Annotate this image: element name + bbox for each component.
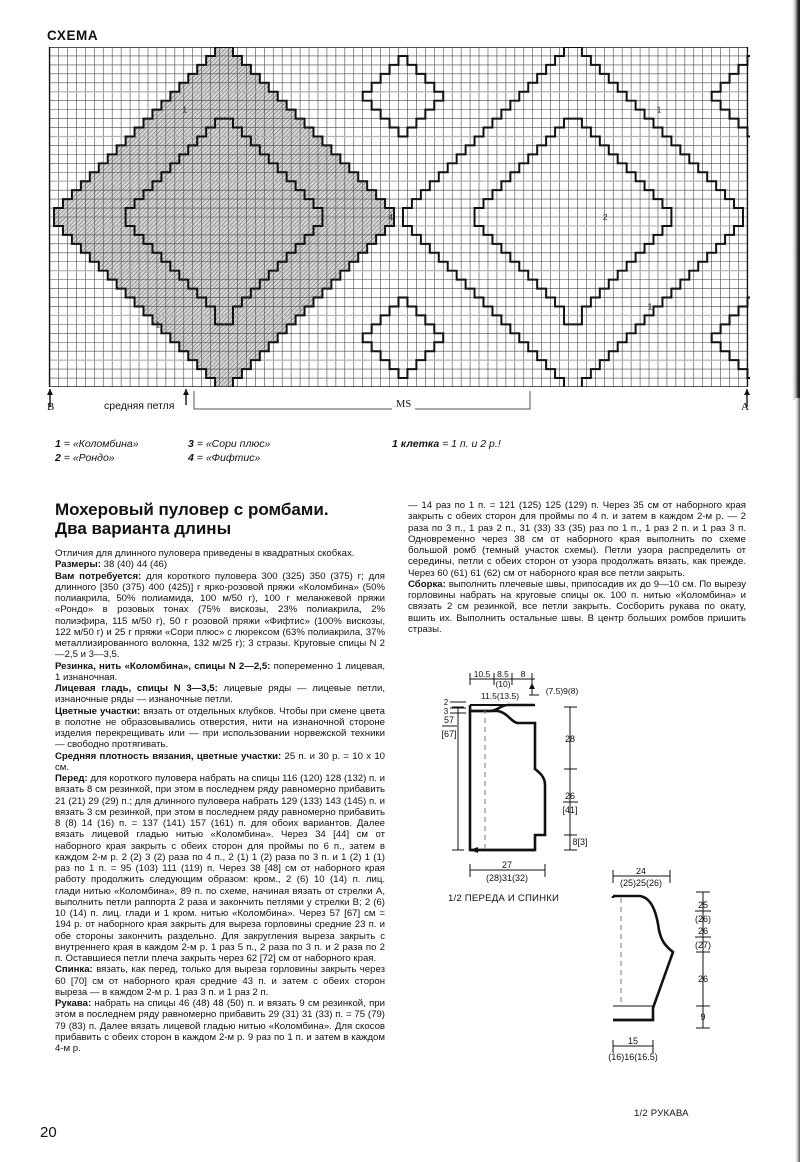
legend-item (188, 437, 270, 451)
dimension-label: (7.5)9(8) (545, 686, 579, 696)
dimension-label: 9 (700, 1012, 706, 1022)
legend-name: = «Фифтис» (196, 452, 261, 464)
knitting-chart (47, 47, 750, 387)
dimension-label: 11.5(13.5) (480, 691, 520, 701)
article-paragraph (55, 751, 385, 774)
paragraph-text: для короткого пуловера набрать на спицы 116 (120) 128 (132) п. и вязать 8 см резинкой, при этом в последнем ряду равномерно прибавить 21 (21) 29 (29) п.; для длинного пуловера набрать 129 (133) 143 (145) п. и вязать 3 см резинкой, при этом в последнем ряду равномерно прибавить 8 (8) 14 (16) п. = 137 (141) 157 (161) п. для обоих вариантов. Далее вязать лицевой гладью нитью «Коломбина». Через 34 [44] см от наборного края закрыть с обеих сторон для проймы по 6 п., затем в каждом 2-м р. 2 (2) 3 (2) раза по 4 п., 2 (1) 1 (2) раза по 3 п. и 1 (2) 1 (1) раз по 1 п. = 95 (103) 111 (119) п. Через 38 [48] см от наборного края работу продолжить следующим образом: кром., 2 (6) 10 (14) п. лиц. глади нитью «Коломбина», 89 п. по схеме, начиная вязать от стрелки А, выполнить петли раппорта 2 раза и закончить петлями у стрелки В; 2 (6) 10 (14) п. лиц. глади и 1 кром. нитью «Коломбина». Через 57 [67] см = 194 р. от наборного края закрыть для выреза горловины средние 23 п. и обе стороны закончить раздельно. Для закругления выреза закрыть с внутреннего края в каждом 2-м р. 1 раз 5 п., 2 раза по 3 п. и 2 раза по 2 п. Оставшиеся петли плеча закрыть через 62 [72] см от наборного края. (55, 773, 385, 964)
legend-name: = «Коломбина» (63, 438, 139, 450)
legend-cell-note-bold: 1 клетка (392, 438, 440, 450)
chart-cell-label: 1 (182, 104, 188, 115)
article-paragraph (55, 998, 385, 1054)
axis-center-stitch-label: средняя петля (104, 400, 175, 412)
article-title (55, 500, 385, 538)
legend-num: 4 (188, 452, 194, 464)
chart-cell-label: 1 (155, 319, 161, 330)
paragraph-lead: Размеры: (55, 559, 101, 571)
dimension-label: 26 (564, 791, 576, 801)
dimension-label: [41] (562, 805, 578, 815)
dimension-label: 57 (443, 715, 455, 725)
schematic-sleeve-svg (595, 868, 785, 1118)
paragraph-lead: Лицевая гладь, спицы N 3—3,5: (55, 683, 218, 694)
chart-cell-label: 2 (602, 211, 608, 222)
chart-cell-label: 4 (388, 211, 393, 222)
dimension-label: (28)31(32) (485, 873, 529, 883)
legend-item (55, 437, 139, 451)
legend-num: 1 (55, 438, 61, 450)
article-paragraph (55, 683, 385, 706)
axis-marker-a: A (741, 401, 749, 413)
paragraph-lead: Резинка, нить «Коломбина», спицы N 2—2,5: (55, 660, 271, 672)
legend-name: = «Сори плюс» (196, 438, 271, 450)
dimension-label: (16)16(16.5) (608, 1052, 658, 1062)
axis-marker-b: B (47, 401, 55, 413)
legend-column-3 (392, 437, 501, 451)
dimension-label: 28 (564, 734, 576, 744)
article-paragraph (55, 661, 385, 684)
dimension-label: 27 (501, 860, 513, 870)
schematic-front-caption: 1/2 ПЕРЕДА И СПИНКИ (448, 893, 560, 904)
paragraph-text: вязать от отдельных клубков. Чтобы при смене цвета в полотне не образовывались отверстия, нити на изнаночной стороне изделия перекрещивать или — при использовании норвежской техники — свободно протягивать. (55, 705, 385, 751)
dimension-label: (10) (495, 679, 511, 689)
dimension-label: 8[3] (572, 837, 588, 847)
paragraph-lead: Рукава: (55, 998, 92, 1009)
paragraph-lead: Вам потребуется: (55, 570, 142, 582)
paragraph-lead: Цветные участки: (55, 705, 141, 717)
paragraph-text: лицевые ряды — лицевые петли, изнаночные ряды — изнаночные петли. (55, 683, 386, 706)
paragraph-text: набрать на спицы 46 (48) 48 (50) п. и вязать 9 см резинкой, при этом в последнем ряду равномерно прибавить 29 (31) 31 (33) п. = 75 (79) 79 (83) п. Далее вязать лицевой гладью нитью «Коломбина». Для скосов прибавить с обеих сторон в каждом 2-м р. 9 раз по 1 п. и затем в каждом 4-м р. (55, 998, 385, 1054)
paragraph-text: попеременно 1 лицевая, 1 изнаночная. (55, 660, 385, 683)
legend-cell-note-rest: = 1 п. и 2 р.! (442, 438, 501, 450)
legend-cell-note (392, 437, 501, 451)
dimension-label: 2 (443, 698, 449, 707)
paragraph-lead: Средняя плотность вязания, цветные участки: (55, 750, 282, 762)
dimension-label: (26) (694, 914, 712, 924)
legend-item (188, 451, 270, 465)
article-paragraph (408, 579, 746, 635)
article-paragraph (55, 548, 385, 559)
dimension-label: 8.5 (497, 669, 509, 679)
schematic-sleeve (595, 868, 785, 1118)
paragraph-text: Отличия для длинного пуловера приведены в квадратных скобках. (55, 548, 355, 559)
article-paragraph (408, 500, 746, 579)
article-paragraph (55, 559, 385, 570)
chart-axis-row (47, 387, 757, 417)
chart-cell-label: 1 (647, 301, 653, 312)
dimension-label: 24 (635, 868, 647, 876)
article-right-column (408, 500, 746, 635)
dimension-label: [67] (441, 729, 457, 739)
legend-num: 2 (55, 452, 61, 464)
page-number: 20 (40, 1124, 57, 1141)
schema-heading: СХЕМА (47, 28, 99, 43)
dimension-label: 15 (627, 1036, 639, 1046)
paragraph-text: — 14 раз по 1 п. = 121 (125) 125 (129) п. Через 35 см от наборного края закрыть с обеих сторон для проймы по 4 п. и затем в каждом 2-м р. — 2 раза по 3 п., 1 раз 2 п., 31 (33) 33 (35) раз по 1 п., 1 раз 2 п. и 1 раз 3 п. Одновременно через 38 см от наборного края выполнить по схеме большой ромб (темный участок схемы). Петли узора распределить от середины, петли с обеих сторон от узора продолжать вязать, как прежде. Через 60 (61) 61 (62) см от наборного края все петли закрыть. (408, 500, 746, 579)
chart-grid-svg (47, 47, 750, 387)
dimension-label: (25)25(26) (619, 878, 663, 888)
article-title-line1: Мохеровый пуловер с ромбами. (55, 500, 329, 519)
legend-num: 3 (188, 438, 194, 450)
schematic-front-back (440, 665, 640, 895)
legend-name: = «Рондо» (63, 452, 115, 464)
paragraph-text: для короткого пуловера 300 (325) 350 (375) г; для длинного [350 (375) 400 (425)] г ярко-розовой пряжи «Коломбина» (50% полиакрила, 50% полиамида, 100 м/50 г), 100 г меланжевой пряжи «Рондо» в розовых тонах (75% вискозы, 23% полиакрила, 2% полиэфира, 115 м/50 г), 50 г розовой пряжи «Фифтис» (100% вискозы, 122 м/50 г) и 25 г пряжи «Сори плюс» с люрексом (63% полиакрила, 37% металлизированного волокна, 132 м/25 г); 3 стразы. Круговые спицы N 2—2,5 и 3—3,5. (55, 570, 385, 661)
paragraph-lead: Спинка: (55, 964, 93, 976)
dimension-label: (27) (694, 940, 712, 950)
chart-cell-label: 1 (656, 104, 662, 115)
legend-item (55, 451, 139, 465)
paragraph-text: вязать, как перед, только для выреза горловины закрыть через 60 [70] см от наборного края средние 43 п. и затем с обеих сторон выреза — в каждом 2-м р. 1 раз 3 п. и 1 раз 2 п. (55, 964, 385, 998)
legend-column-2 (188, 437, 270, 465)
article-paragraph (55, 773, 385, 964)
scan-edge-artifact-top (792, 0, 800, 400)
paragraph-text: выполнить плечевые швы, припосадив их до 9—10 см. По вырезу горловины набрать на круговые спицы ок. 100 п. нитью «Коломбина» и связать 2 см резинкой, все петли закрыть. Сосборить рукава по окату, вшить их. Выполнить остальные швы. В центр больших ромбов пришить стразы. (408, 578, 746, 635)
dimension-label: 8 (520, 669, 526, 679)
dimension-label: 10.5 (473, 669, 491, 679)
paragraph-lead: Сборка: (408, 578, 446, 590)
schematic-sleeve-caption: 1/2 РУКАВА (634, 1108, 689, 1119)
axis-repeat-label: MS (392, 399, 415, 410)
dimension-label: 25 (697, 900, 709, 910)
paragraph-text: 25 п. и 30 р. = 10 х 10 см. (55, 750, 385, 773)
legend-column-1 (55, 437, 139, 465)
paragraph-lead: Перед: (55, 773, 88, 784)
scan-edge-artifact-bottom (795, 398, 800, 1162)
article-paragraph (55, 571, 385, 661)
article-title-line2: Два варианта длины (55, 519, 232, 538)
dimension-label: 26 (697, 926, 709, 936)
dimension-label: 3 (443, 707, 449, 716)
paragraph-text: 38 (40) 44 (46) (100, 559, 168, 571)
dimension-label: 26 (697, 974, 709, 984)
schematic-front-svg (440, 665, 640, 895)
article-left-column (55, 548, 385, 1054)
article-paragraph (55, 964, 385, 998)
article-paragraph (55, 706, 385, 751)
